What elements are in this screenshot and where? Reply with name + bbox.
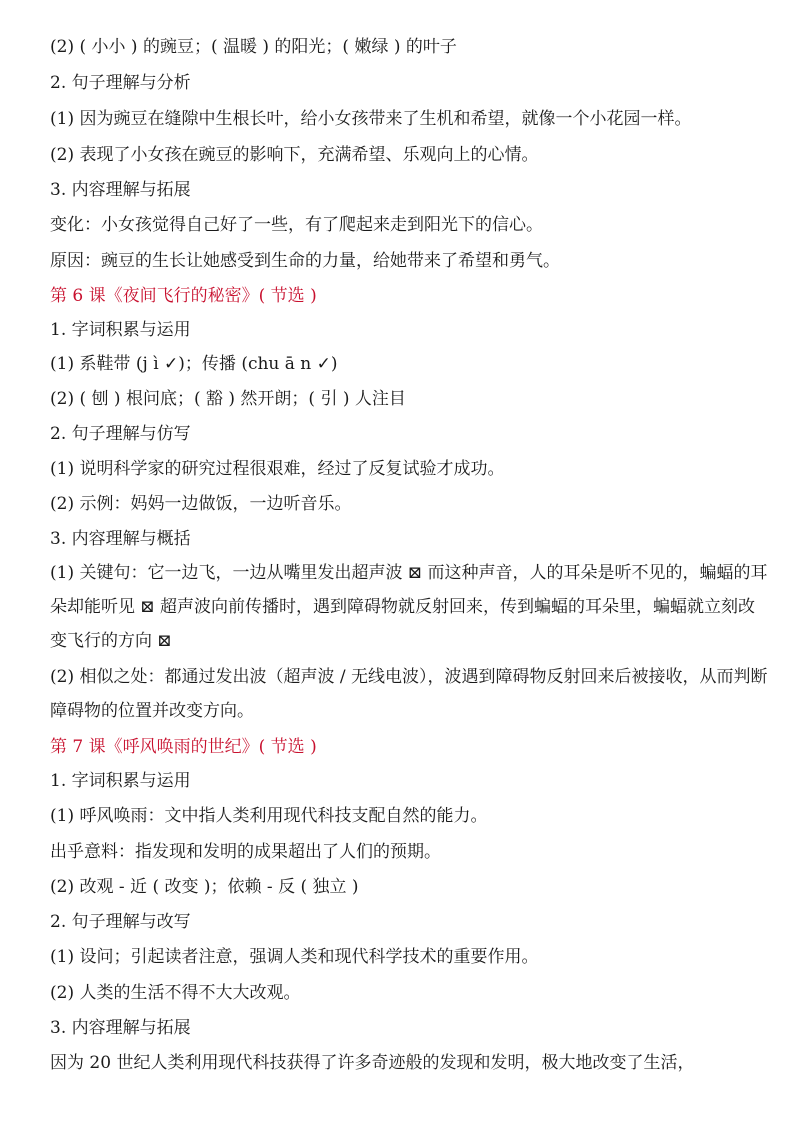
answer-line: 因为 20 世纪人类利用现代科技获得了许多奇迹般的发现和发明，极大地改变了生活， — [50, 1053, 695, 1073]
section-title: 3. 内容理解与拓展 — [50, 180, 191, 200]
section-title: 1. 字词积累与运用 — [50, 320, 191, 340]
answer-line: 变化：小女孩觉得自己好了一些，有了爬起来走到阳光下的信心。 — [50, 215, 543, 235]
answer-line: 出乎意料：指发现和发明的成果超出了人们的预期。 — [50, 842, 441, 862]
lesson-heading-6: 第 6 课《夜间飞行的秘密》( 节选 ) — [50, 286, 317, 306]
answer-line: (2) 人类的生活不得不大大改观。 — [50, 983, 301, 1003]
answer-line: (1) 系鞋带 (j ì ✓)；传播 (chu ā n ✓) — [50, 354, 338, 374]
answer-line: (1) 呼风唤雨：文中指人类利用现代科技支配自然的能力。 — [50, 806, 488, 826]
answer-line: (2) 表现了小女孩在豌豆的影响下，充满希望、乐观向上的心情。 — [50, 145, 539, 165]
answer-paragraph: (2) 相似之处：都通过发出波（超声波 / 无线电波），波遇到障碍物反射回来后被接收，从而判断障碍物的位置并改变方向。 — [50, 667, 768, 721]
section-title: 1. 字词积累与运用 — [50, 771, 191, 791]
section-title: 2. 句子理解与改写 — [50, 912, 191, 932]
section-title: 2. 句子理解与分析 — [50, 73, 191, 93]
answer-line: 原因：豌豆的生长让她感受到生命的力量，给她带来了希望和勇气。 — [50, 251, 560, 271]
answer-line: (2) ( 小小 ) 的豌豆；( 温暖 ) 的阳光；( 嫩绿 ) 的叶子 — [50, 37, 457, 57]
answer-line: (2) 改观 - 近 ( 改变 )；依赖 - 反 ( 独立 ) — [50, 877, 359, 897]
section-title: 3. 内容理解与概括 — [50, 529, 191, 549]
answer-line: (2) ( 刨 ) 根问底；( 豁 ) 然开朗；( 引 ) 人注目 — [50, 389, 406, 409]
answer-line: (1) 说明科学家的研究过程很艰难，经过了反复试验才成功。 — [50, 459, 505, 479]
answer-line: (1) 设问；引起读者注意，强调人类和现代科学技术的重要作用。 — [50, 947, 539, 967]
answer-line: (2) 示例：妈妈一边做饭，一边听音乐。 — [50, 494, 352, 514]
answer-line: (1) 因为豌豆在缝隙中生根长叶，给小女孩带来了生机和希望，就像一个小花园一样。 — [50, 109, 692, 129]
section-title: 2. 句子理解与仿写 — [50, 424, 191, 444]
lesson-heading-7: 第 7 课《呼风唤雨的世纪》( 节选 ) — [50, 737, 317, 757]
section-title: 3. 内容理解与拓展 — [50, 1018, 191, 1038]
answer-paragraph: (1) 关键句：它一边飞，一边从嘴里发出超声波 ⊠ 而这种声音，人的耳朵是听不见的，蝙蝠的耳朵却能听见 ⊠ 超声波向前传播时，遇到障碍物就反射回来，传到蝙蝠的耳朵里，蝙蝠就立刻改变飞行的方向 ⊠ — [50, 563, 768, 651]
